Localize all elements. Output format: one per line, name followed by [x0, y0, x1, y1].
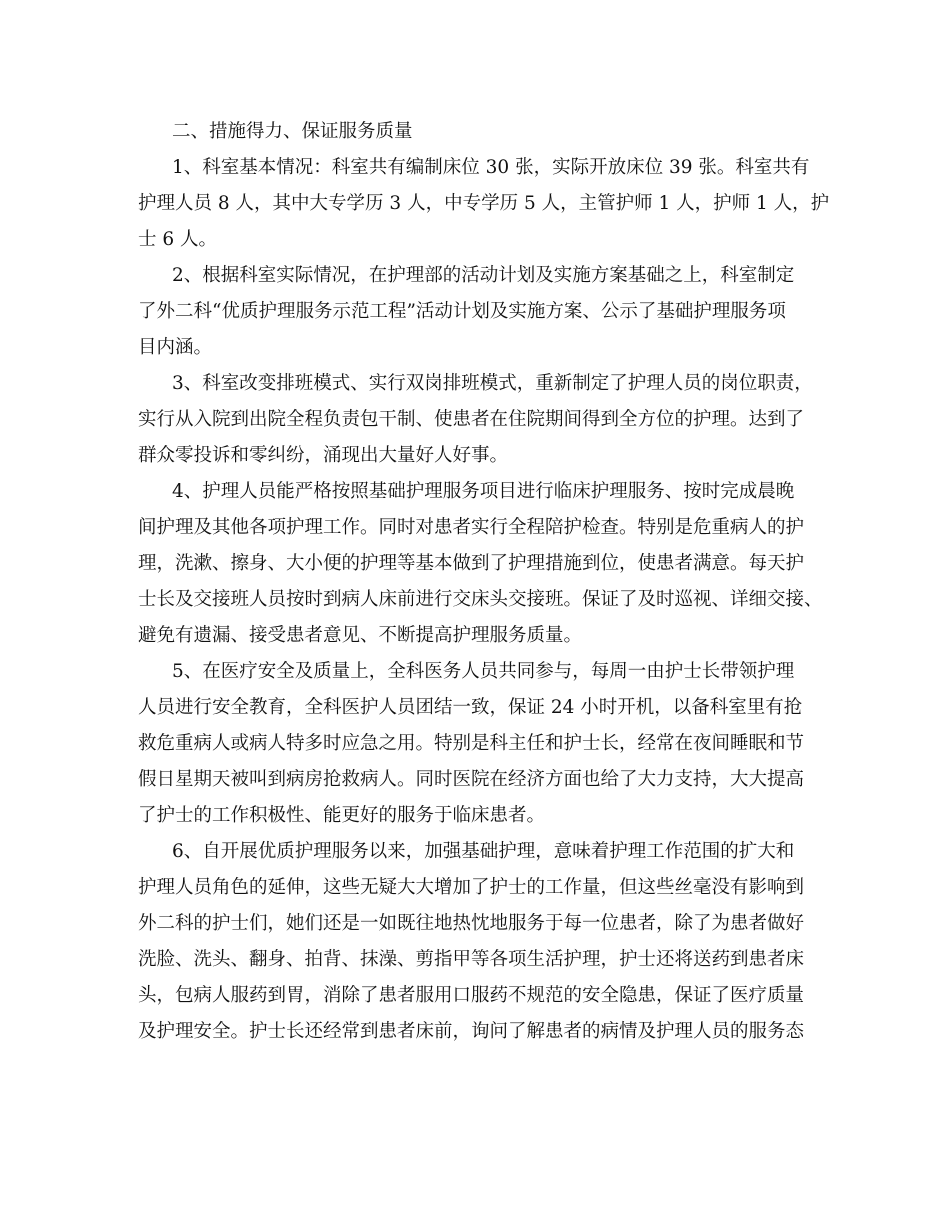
paragraph-4-line-2: 间护理及其他各项护理工作。同时对患者实行全程陪护检查。特别是危重病人的护	[138, 517, 805, 538]
paragraph-6-line-4: 洗脸、洗头、翻身、拍背、抹澡、剪指甲等各项生活护理，护士还将送药到患者床	[138, 949, 805, 970]
paragraph-5-line-5: 了护士的工作积极性、能更好的服务于临床患者。	[138, 805, 546, 826]
paragraph-6-line-6: 及护理安全。护士长还经常到患者床前，询问了解患者的病情及护理人员的服务态	[138, 1021, 805, 1042]
section-heading: 二、措施得力、保证服务质量	[172, 121, 413, 142]
paragraph-6-line-3: 外二科的护士们，她们还是一如既往地热忱地服务于每一位患者，除了为患者做好	[138, 913, 805, 934]
paragraph-4-line-4: 士长及交接班人员按时到病人床前进行交床头交接班。保证了及时巡视、详细交接、	[138, 589, 823, 610]
paragraph-1-line-2: 护理人员 8 人，其中大专学历 3 人，中专学历 5 人，主管护师 1 人，护师 1 人，护	[138, 193, 830, 214]
paragraph-1-line-3: 士 6 人。	[138, 229, 218, 250]
paragraph-2-line-1: 2、根据科室实际情况，在护理部的活动计划及实施方案基础之上，科室制定	[172, 265, 795, 286]
paragraph-2-line-3: 目内涵。	[138, 337, 213, 358]
paragraph-5-line-4: 假日星期天被叫到病房抢救病人。同时医院在经济方面也给了大力支持，大大提高	[138, 769, 805, 790]
paragraph-6-line-5: 头，包病人服药到胃，消除了患者服用口服药不规范的安全隐患，保证了医疗质量	[138, 985, 805, 1006]
paragraph-5-line-1: 5、在医疗安全及质量上，全科医务人员共同参与，每周一由护士长带领护理	[172, 661, 795, 682]
paragraph-2-line-2: 了外二科“优质护理服务示范工程”活动计划及实施方案、公示了基础护理服务项	[138, 301, 786, 322]
paragraph-6-line-2: 护理人员角色的延伸，这些无疑大大增加了护士的工作量，但这些丝毫没有影响到	[138, 877, 805, 898]
paragraph-3-line-2: 实行从入院到出院全程负责包干制、使患者在住院期间得到全方位的护理。达到了	[138, 409, 805, 430]
paragraph-4-line-5: 避免有遗漏、接受患者意见、不断提高护理服务质量。	[138, 625, 583, 646]
paragraph-6-line-1: 6、自开展优质护理服务以来，加强基础护理，意味着护理工作范围的扩大和	[172, 841, 795, 862]
paragraph-3-line-1: 3、科室改变排班模式、实行双岗排班模式，重新制定了护理人员的岗位职责，	[172, 373, 813, 394]
paragraph-4-line-3: 理，洗漱、擦身、大小便的护理等基本做到了护理措施到位，使患者满意。每天护	[138, 553, 805, 574]
paragraph-5-line-3: 救危重病人或病人特多时应急之用。特别是科主任和护士长，经常在夜间睡眠和节	[138, 733, 805, 754]
paragraph-4-line-1: 4、护理人员能严格按照基础护理服务项目进行临床护理服务、按时完成晨晚	[172, 481, 795, 502]
paragraph-3-line-3: 群众零投诉和零纠纷，涌现出大量好人好事。	[138, 445, 509, 466]
paragraph-1-line-1: 1、科室基本情况：科室共有编制床位 30 张，实际开放床位 39 张。科室共有	[172, 157, 810, 178]
paragraph-5-line-2: 人员进行安全教育，全科医护人员团结一致，保证 24 小时开机，以备科室里有抢	[138, 697, 803, 718]
